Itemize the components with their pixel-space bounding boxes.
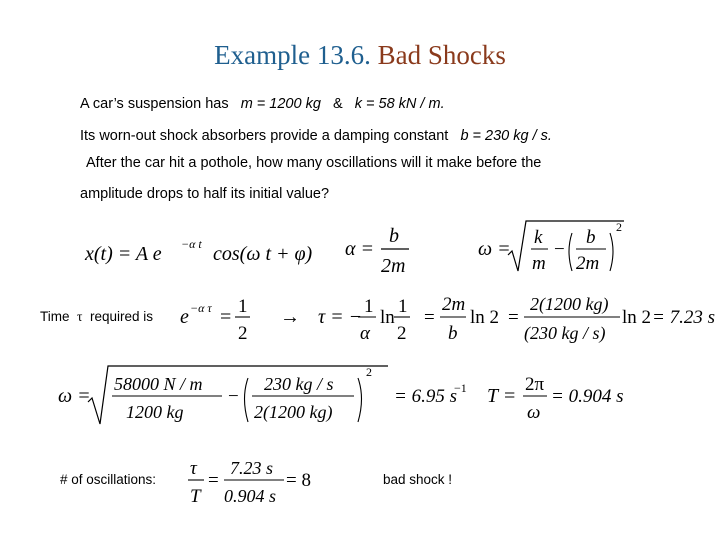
eq-w-exponent: −1 [454, 381, 467, 395]
eq-n-den: T [190, 486, 201, 507]
eq-exponent: −α τ [190, 301, 212, 315]
eq-f3-num: 2m [442, 294, 466, 315]
eq-w-f1-num: 58000 N / m [114, 374, 203, 394]
eq-f4-num: 2(1200 kg) [530, 294, 609, 314]
eq-f2-num: 1 [398, 296, 408, 317]
period-equation [487, 370, 637, 425]
eq-ln2: ln 2 [470, 307, 500, 328]
problem-text: A car’s suspension has [80, 96, 229, 112]
oscillation-count-equation [188, 452, 328, 510]
eq-alpha-denominator: 2m [381, 255, 406, 277]
paren-right [358, 378, 362, 422]
eq-omega-2m: 2m [576, 253, 600, 274]
eq-omega-k: k [534, 227, 543, 248]
eq-w-f2-num: 230 kg / s [264, 374, 334, 394]
eq-T-num: 2π [525, 374, 545, 395]
eq-ln: ln [380, 307, 395, 328]
title-topic: Bad Shocks [377, 40, 506, 70]
problem-line-3: After the car hit a pothole, how many oscillations will it make before the [86, 155, 542, 171]
eq-half-num: 1 [238, 296, 248, 317]
spring-constant-value: k = 58 kN / m. [354, 96, 445, 112]
eq-n-f-num: 7.23 s [230, 458, 274, 478]
paren-right [610, 233, 613, 271]
paren-left [569, 233, 572, 271]
eq-equals: = [208, 470, 219, 491]
alpha-equation [345, 222, 415, 277]
tau-symbol: τ [77, 309, 83, 324]
eq-alpha-lhs: α = [345, 238, 374, 260]
eq-x-lhs: x(t) = A e [85, 243, 162, 265]
eq-w-lhs: ω = [58, 385, 91, 407]
tau-solution-equation [318, 290, 713, 348]
bad-shock-note: bad shock ! [383, 472, 453, 487]
eq-tau-result: = 7.23 s [652, 307, 715, 328]
problem-line-4: amplitude drops to half its initial value? [80, 186, 330, 202]
mass-value: m = 1200 kg [240, 96, 321, 112]
eq-f3-den: b [448, 323, 458, 344]
ampersand: & [332, 96, 343, 112]
eq-n-f-den: 0.904 s [224, 486, 277, 506]
eq-f1-den: α [360, 323, 370, 344]
omega-equation [478, 215, 628, 280]
eq-w-square: 2 [366, 365, 372, 379]
eq-omega-b: b [586, 227, 596, 248]
eq-equals: = [424, 307, 435, 328]
eq-x-exponent: −α t [181, 237, 202, 251]
time-required-label: Time τ required is [40, 309, 153, 324]
eq-T-den: ω [527, 402, 541, 423]
paren-left [245, 378, 249, 422]
eq-minus: − [228, 386, 239, 407]
eq-omega-minus: − [554, 239, 565, 260]
eq-e: e [180, 306, 189, 328]
eq-f4-den: (230 kg / s) [524, 323, 606, 343]
eq-f1-num: 1 [364, 296, 374, 317]
problem-text: Its worn-out shock absorbers provide a damping constant [80, 128, 449, 144]
eq-omega-square: 2 [616, 220, 622, 234]
eq-w-f2-den: 2(1200 kg) [254, 402, 333, 422]
eq-half-den: 2 [238, 323, 248, 344]
eq-f2-den: 2 [397, 323, 407, 344]
eq-x-rhs: cos(ω t + φ) [213, 243, 313, 265]
damping-constant-value: b = 230 kg / s. [460, 128, 552, 144]
eq-alpha-numerator: b [389, 225, 399, 247]
oscillations-label: # of oscillations: [60, 472, 157, 487]
title-example-number: Example 13.6. [214, 40, 371, 70]
slide-title [0, 40, 720, 71]
eq-omega-m: m [532, 253, 546, 274]
eq-T-lhs: T = [487, 385, 517, 407]
eq-n-num: τ [190, 458, 197, 479]
displacement-equation [85, 228, 313, 278]
eq-T-result: = 0.904 s [551, 386, 624, 407]
sqrt-sign [508, 221, 624, 271]
eq-n-result: = 8 [286, 470, 311, 491]
eq-tau-lhs: τ = − [318, 306, 363, 328]
implies-arrow: → [280, 306, 300, 328]
eq-equals: = [220, 306, 232, 328]
problem-line-2 [80, 128, 552, 144]
eq-ln2: ln 2 [622, 307, 652, 328]
omega-numeric-equation [58, 360, 468, 430]
eq-w-f1-den: 1200 kg [126, 402, 184, 422]
eq-equals: = [508, 307, 519, 328]
problem-line-1 [80, 96, 445, 112]
eq-omega-lhs: ω = [478, 238, 511, 260]
decay-condition-equation [180, 290, 255, 345]
eq-w-result: = 6.95 s [394, 386, 457, 407]
